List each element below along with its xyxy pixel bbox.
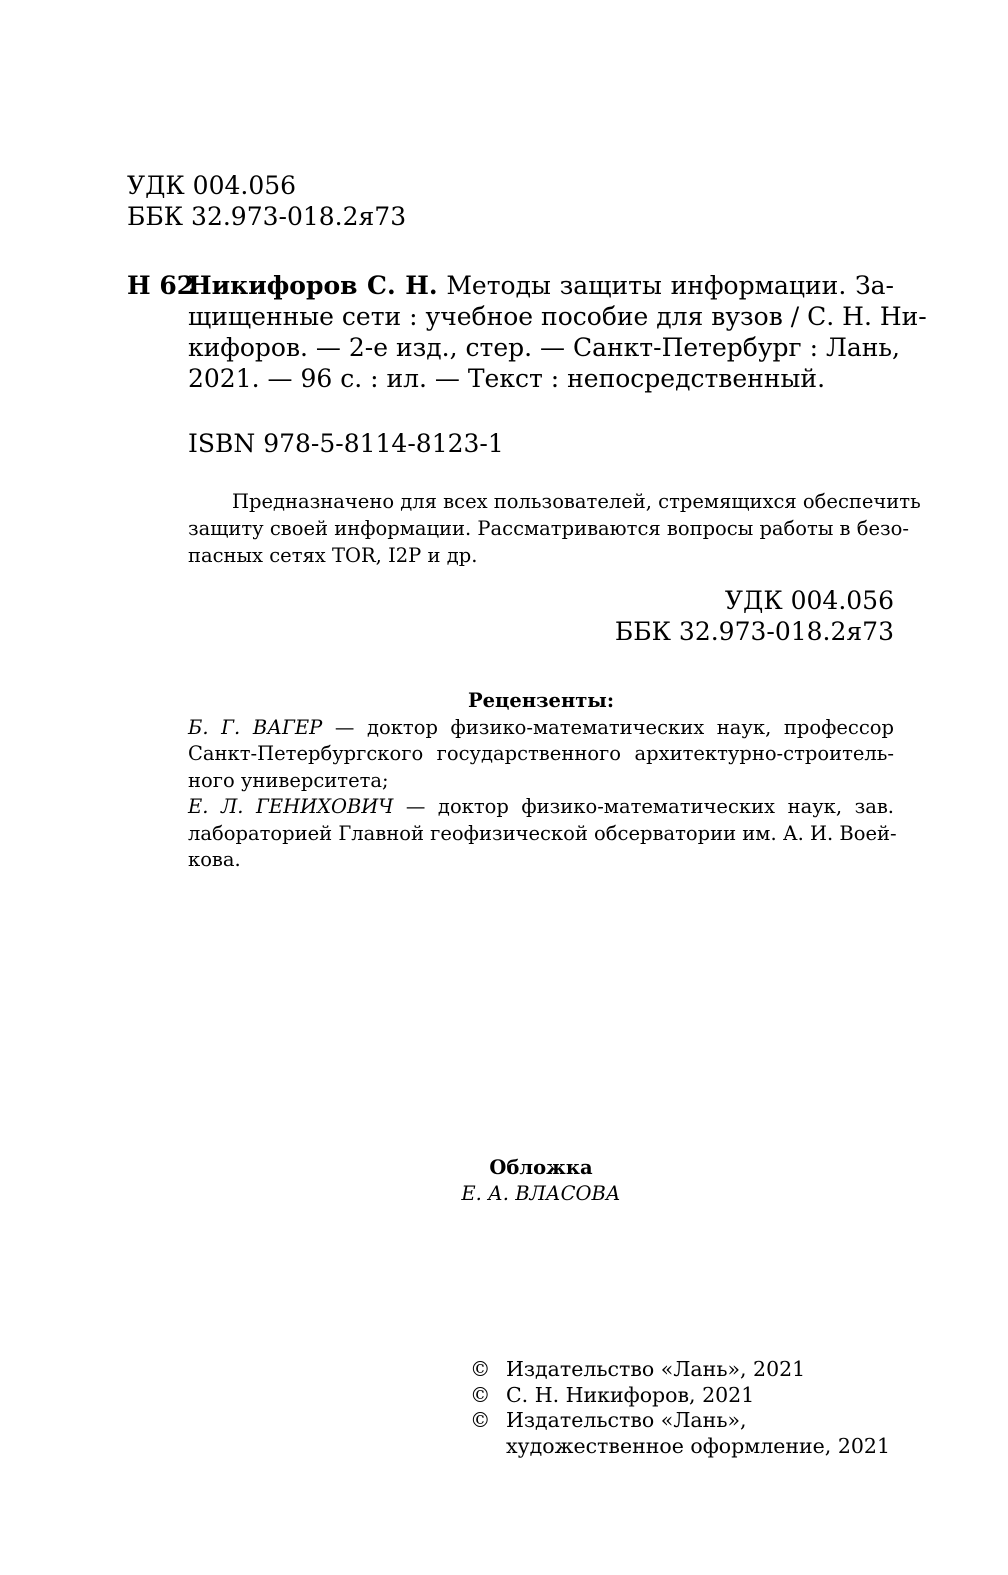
bbk-code: ББК 32.973-018.2я73 xyxy=(614,617,894,646)
reviewers xyxy=(188,688,897,874)
copyright-text: Издательство «Лань», 2021 xyxy=(506,1357,806,1381)
reviewer-line: кова. xyxy=(188,848,241,871)
udk-code: УДК 004.056 xyxy=(127,171,297,200)
copyright-text: Издательство «Лань», xyxy=(506,1408,747,1432)
annotation xyxy=(188,488,921,569)
reviewer-line: Санкт-Петербургского государственного архитектурно-строитель- xyxy=(188,742,894,765)
bibliographic-line: щищенные сети : учебное пособие для вузов / С. Н. Ни- xyxy=(188,302,927,331)
reviewer-line: ного университета; xyxy=(188,768,389,792)
copyright-line xyxy=(470,1357,890,1383)
reviewer-text: — доктор физико-математических наук, зав. xyxy=(393,795,895,818)
bibliographic-line: кифоров. — 2-е изд., стер. — Санкт-Петербург : Лань, xyxy=(188,333,900,362)
copyright-line xyxy=(470,1434,890,1460)
annotation-line: Предназначено для всех пользователей, стремящихся обеспечить xyxy=(232,490,921,513)
reviewer-line xyxy=(188,715,894,742)
bibliographic-line xyxy=(188,270,894,301)
reviewer-name: Е. Л. ГЕНИХОВИЧ xyxy=(188,795,394,818)
copyright-line xyxy=(470,1408,890,1434)
reviewer-name: Б. Г. ВАГЕР xyxy=(188,715,323,739)
cover-designer: Е. А. ВЛАСОВА xyxy=(461,1182,621,1205)
copyright-icon: © xyxy=(470,1382,491,1407)
copyright-block xyxy=(470,1357,890,1459)
reviewer-line: лабораторией Главной геофизической обсерватории им. А. И. Воей- xyxy=(188,821,897,845)
copyright-icon: © xyxy=(470,1357,491,1381)
cover-title: Обложка xyxy=(489,1156,593,1179)
bibliographic-record xyxy=(188,270,927,394)
classification-codes-top xyxy=(127,170,406,232)
copyright-text: С. Н. Никифоров, 2021 xyxy=(506,1382,755,1407)
reviewers-title: Рецензенты: xyxy=(467,689,615,712)
annotation-line: защиту своей информации. Рассматриваются вопросы работы в безо- xyxy=(188,517,909,540)
bibliographic-line: 2021. — 96 с. : ил. — Текст : непосредственный. xyxy=(188,364,826,393)
annotation-line: пасных сетях TOR, I2P и др. xyxy=(188,544,478,567)
bbk-code: ББК 32.973-018.2я73 xyxy=(127,202,407,231)
author-mark: Н 62 xyxy=(127,271,195,300)
reviewer-line xyxy=(188,794,894,821)
isbn: ISBN 978-5-8114-8123-1 xyxy=(188,429,504,458)
copyright-line xyxy=(470,1383,890,1409)
udk-code: УДК 004.056 xyxy=(724,586,894,615)
reviewer-text: — доктор физико-математических наук, профессор xyxy=(322,715,894,739)
copyright-icon: © xyxy=(470,1408,491,1432)
copyright-text: художественное оформление, 2021 xyxy=(506,1433,891,1458)
bibliographic-text: Методы защиты информации. За- xyxy=(437,271,894,300)
author-name: Никифоров С. Н. xyxy=(188,271,438,300)
classification-codes-right xyxy=(615,585,894,647)
cover-credit xyxy=(188,1155,894,1207)
